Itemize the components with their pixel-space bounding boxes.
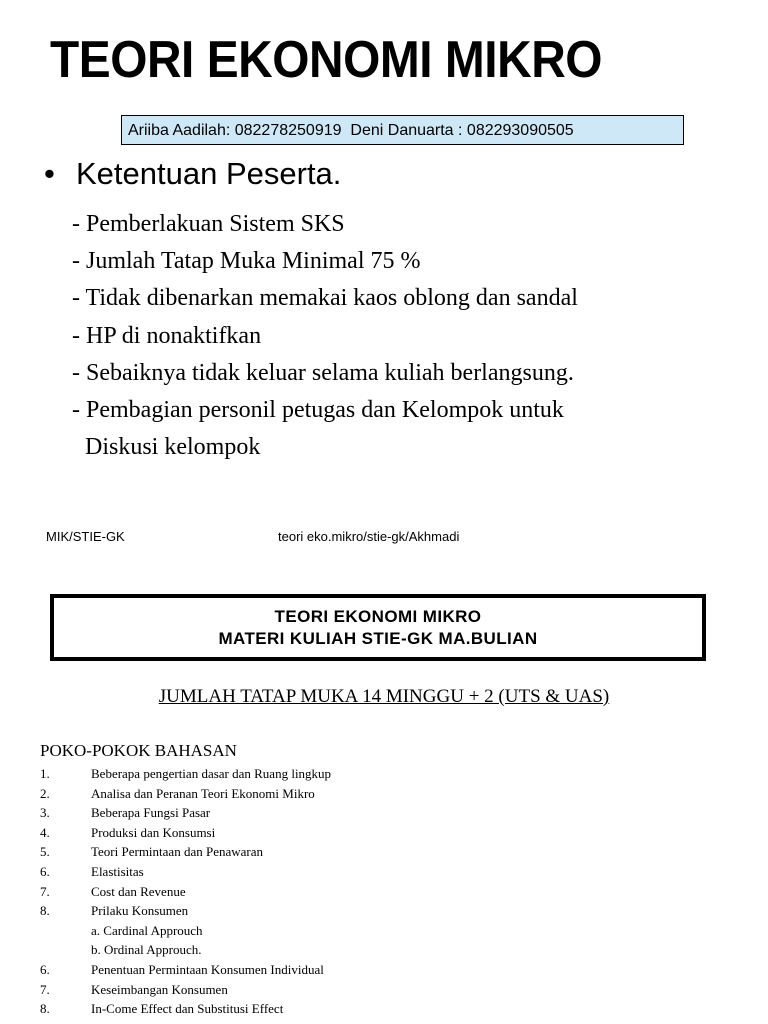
- topic-number: 6.: [40, 961, 50, 977]
- topic-number: 5.: [40, 844, 50, 860]
- bullet-icon: •: [44, 156, 55, 191]
- topic-number: 8.: [40, 903, 50, 919]
- topic-text: b. Ordinal Approuch.: [91, 942, 202, 958]
- topic-number: 8.: [40, 1001, 50, 1017]
- meetings-heading: JUMLAH TATAP MUKA 14 MINGGU + 2 (UTS & UAS): [158, 686, 610, 707]
- topic-number: 2.: [40, 785, 50, 801]
- topic-text: Analisa dan Peranan Teori Ekonomi Mikro: [91, 785, 315, 801]
- course-title: TEORI EKONOMI MIKRO: [274, 606, 482, 626]
- footer-right: teori eko.mikro/stie-gk/Akhmadi: [278, 529, 460, 544]
- topic-text: Beberapa Fungsi Pasar: [91, 805, 211, 821]
- topic-number: 3.: [40, 805, 50, 821]
- footer-left: MIK/STIE-GK: [46, 529, 125, 544]
- rule-item: - Pembagian personil petugas dan Kelompok untuk: [72, 397, 564, 424]
- topic-number: 7.: [40, 981, 50, 997]
- course-title-box: [50, 594, 706, 661]
- topic-text: Produksi dan Konsumsi: [91, 824, 216, 840]
- topic-text: a. Cardinal Approuch: [91, 922, 203, 938]
- topic-text: Teori Permintaan dan Penawaran: [91, 844, 263, 860]
- topics-heading: POKO-POKOK BAHASAN: [40, 741, 237, 760]
- rule-item-continuation: Diskusi kelompok: [85, 434, 261, 461]
- topic-text: In-Come Effect dan Substitusi Effect: [91, 1001, 284, 1017]
- topic-number: 7.: [40, 883, 50, 899]
- topic-text: Elastisitas: [91, 863, 144, 879]
- topic-text: Beberapa pengertian dasar dan Ruang lingkup: [91, 766, 332, 781]
- rule-item: - Pemberlakuan Sistem SKS: [72, 211, 345, 237]
- topic-text: Cost dan Revenue: [91, 883, 186, 899]
- slide-title: TEORI EKONOMI MIKRO: [50, 31, 603, 89]
- contact-box: Ariiba Aadilah: 082278250919 Deni Danuarta : 082293090505: [121, 115, 684, 145]
- rule-item: - Sebaiknya tidak keluar selama kuliah berlangsung.: [72, 359, 574, 386]
- rule-item: - Tidak dibenarkan memakai kaos oblong dan sandal: [72, 285, 578, 312]
- topic-text: Prilaku Konsumen: [91, 903, 189, 919]
- rule-item: - Jumlah Tatap Muka Minimal 75 %: [72, 248, 421, 275]
- bullet-heading: [44, 155, 341, 193]
- rules-list: [72, 206, 578, 466]
- topic-number: 6.: [40, 863, 50, 879]
- course-subtitle: MATERI KULIAH STIE-GK MA.BULIAN: [218, 628, 538, 648]
- topic-text: Penentuan Permintaan Konsumen Individual: [91, 961, 324, 977]
- topic-number: 1.: [40, 766, 50, 781]
- rule-item: - HP di nonaktifkan: [72, 322, 262, 349]
- topic-number: 4.: [40, 824, 50, 840]
- bullet-heading-text: Ketentuan Peserta.: [76, 156, 342, 191]
- topic-text: Keseimbangan Konsumen: [91, 981, 228, 997]
